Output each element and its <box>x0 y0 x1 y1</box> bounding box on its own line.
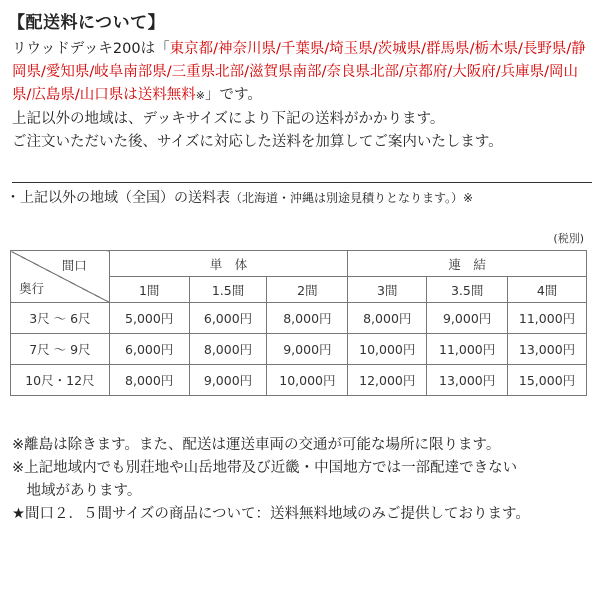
region-name: 埼玉県 <box>329 41 373 57</box>
price-cell: 8,000円 <box>189 334 267 365</box>
price-cell: 9,000円 <box>189 365 267 396</box>
price-cell: 6,000円 <box>189 303 267 334</box>
notice-line-2: ご注文いただいた後、サイズに対応した送料を加算してご案内いたします。 <box>12 134 503 150</box>
region-name: 東京都 <box>169 41 214 57</box>
header-depth: 奥行 <box>19 281 45 296</box>
intro-lead: リウッドデッキ200は「 <box>12 41 170 57</box>
region-name: 奈良県北部 <box>326 64 399 80</box>
region-separator: / <box>544 64 550 80</box>
table-row <box>11 365 587 396</box>
subheader: 1.5間 <box>189 277 267 303</box>
region-name: 岐阜南部県 <box>94 64 167 80</box>
fee-table-title-main: ・上記以外の地域（全国）の送料表 <box>6 190 230 206</box>
region-separator: / <box>324 41 330 57</box>
table-corner-header <box>11 251 110 303</box>
section-title: 【配送料について】 <box>8 13 166 33</box>
note-restricted-line-2: 地域があります。 <box>12 483 142 499</box>
region-name: 静岡県 <box>12 41 586 80</box>
region-separator: / <box>26 87 32 103</box>
region-name: 大阪府 <box>452 64 496 80</box>
region-name: 神奈川県 <box>218 41 276 57</box>
price-cell: 12,000円 <box>348 365 427 396</box>
intro-tail: 」です。 <box>205 87 262 103</box>
subheader: 4間 <box>508 277 587 303</box>
price-cell: 13,000円 <box>508 334 587 365</box>
region-name: 千葉県 <box>280 41 325 57</box>
region-separator: / <box>276 41 281 57</box>
subheader: 1間 <box>109 277 189 303</box>
region-separator: / <box>74 87 80 103</box>
row-label: 10尺・12尺 <box>11 365 110 396</box>
region-separator: / <box>469 41 475 57</box>
fee-table-title <box>6 187 473 207</box>
region-name: 茨城県 <box>377 41 422 57</box>
region-name: 三重県北部 <box>171 64 245 80</box>
intro-mark: ※ <box>195 89 205 102</box>
region-name: 愛知県 <box>45 64 90 80</box>
region-name: 群馬県 <box>426 41 470 57</box>
region-name: 長野県 <box>522 41 567 57</box>
shipping-fee-table <box>10 250 587 396</box>
subheader: 2間 <box>267 277 348 303</box>
region-name: 広島県 <box>31 87 75 103</box>
fee-table-title-sub: （北海道・沖縄は別途見積りとなります。）※ <box>230 191 474 205</box>
note-size-2-5: ★間口２．５間サイズの商品について：送料無料地域のみご提供しております。 <box>12 506 530 522</box>
region-separator: / <box>213 41 218 57</box>
region-separator: / <box>421 41 427 57</box>
region-name: 山口県は送料無料 <box>79 87 196 103</box>
region-separator: / <box>495 64 501 80</box>
row-label: 3尺 ～ 6尺 <box>11 303 110 334</box>
price-cell: 6,000円 <box>109 334 189 365</box>
region-separator: / <box>89 64 95 80</box>
price-cell: 5,000円 <box>109 303 189 334</box>
region-separator: / <box>447 64 453 80</box>
price-cell: 11,000円 <box>427 334 508 365</box>
header-single: 単 体 <box>109 251 348 277</box>
price-cell: 9,000円 <box>427 303 508 334</box>
price-cell: 8,000円 <box>109 365 189 396</box>
tax-note: (税別) <box>553 232 584 245</box>
price-cell: 9,000円 <box>267 334 348 365</box>
region-name: 栃木県 <box>474 41 518 57</box>
notice-line-1: 上記以外の地域は、デッキサイズにより下記の送料がかかります。 <box>12 111 445 127</box>
region-name: 兵庫県 <box>500 64 545 80</box>
header-width: 間口 <box>61 258 87 273</box>
region-separator: / <box>517 41 523 57</box>
region-name: 岡山県 <box>12 64 579 103</box>
region-separator: / <box>372 41 378 57</box>
price-cell: 10,000円 <box>348 334 427 365</box>
notes <box>12 434 598 526</box>
note-islands: ※離島は除きます。また、配送は運送車両の交通が可能な場所に限ります。 <box>12 437 501 453</box>
region-separator: / <box>321 64 327 80</box>
note-restricted-line-1: ※上記地域内でも別荘地や山岳地帯及び近畿・中国地方では一部配達できない <box>12 460 518 476</box>
region-separator: / <box>244 64 250 80</box>
region-name: 滋賀県南部 <box>249 64 322 80</box>
price-cell: 8,000円 <box>348 303 427 334</box>
table-row <box>11 303 587 334</box>
price-cell: 8,000円 <box>267 303 348 334</box>
row-label: 7尺 ～ 9尺 <box>11 334 110 365</box>
divider <box>12 182 592 183</box>
price-cell: 15,000円 <box>508 365 587 396</box>
region-name: 京都府 <box>403 64 448 80</box>
table-row <box>11 334 587 365</box>
region-separator: / <box>166 64 172 80</box>
free-shipping-intro <box>12 38 596 107</box>
region-separator: / <box>398 64 404 80</box>
subheader: 3.5間 <box>427 277 508 303</box>
price-cell: 10,000円 <box>267 365 348 396</box>
header-linked: 連 結 <box>348 251 587 277</box>
subheader: 3間 <box>348 277 427 303</box>
price-cell: 13,000円 <box>427 365 508 396</box>
extra-fee-notice <box>12 108 596 154</box>
region-separator: / <box>566 41 572 57</box>
price-cell: 11,000円 <box>508 303 587 334</box>
region-separator: / <box>41 64 46 80</box>
